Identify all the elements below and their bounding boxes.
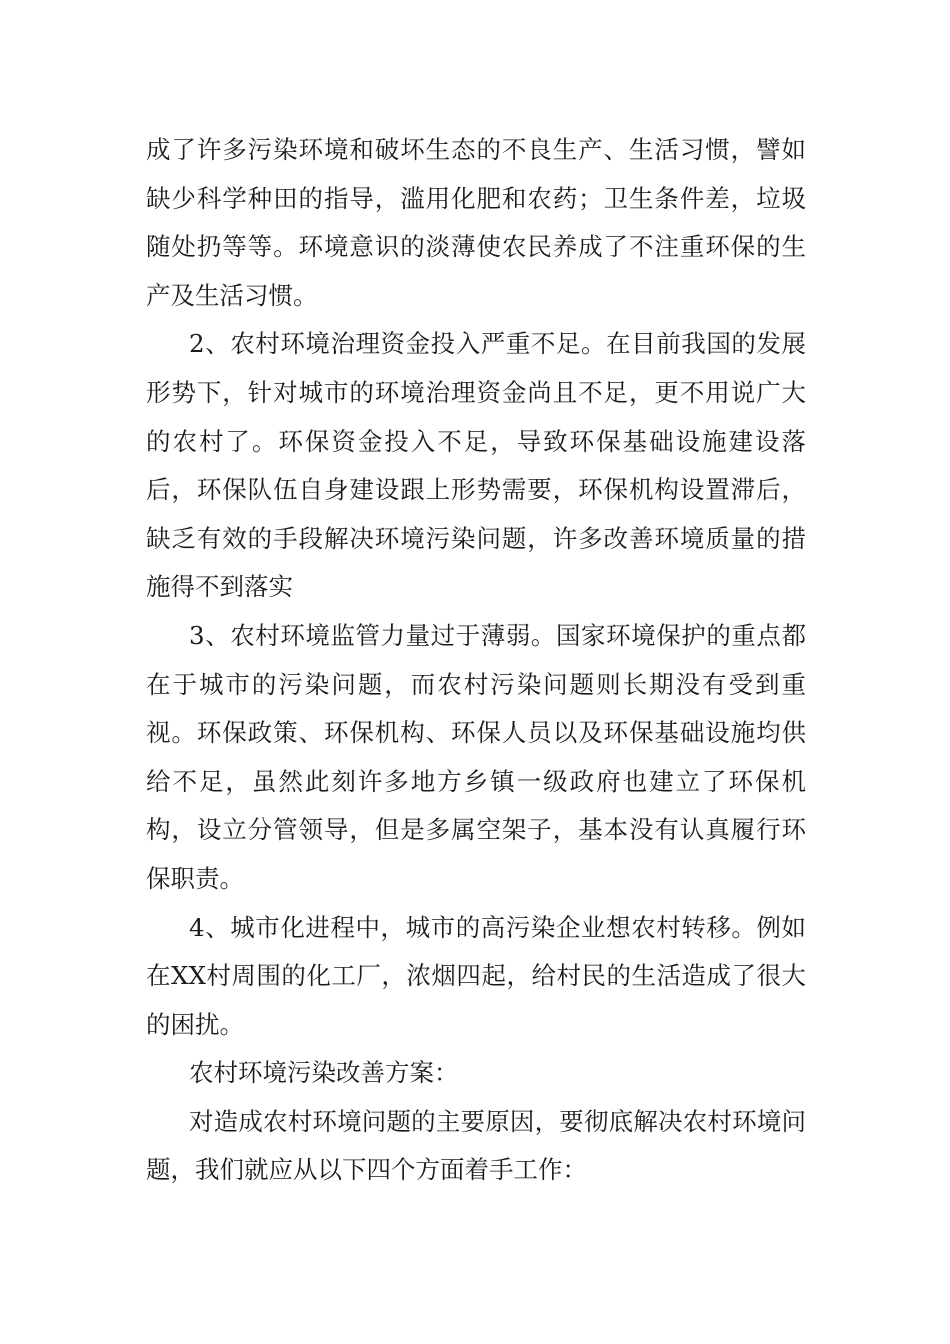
document-body xyxy=(146,126,806,1195)
paragraph-item-4: 4、城市化进程中，城市的高污染企业想农村转移。例如在XX村周围的化工厂，浓烟四起，给村民的生活造成了很大的困扰。 xyxy=(146,912,806,1039)
section-heading-improvement-plan: 农村环境污染改善方案： xyxy=(189,1058,459,1088)
paragraph-plan-intro: 对造成农村环境问题的主要原因，要彻底解决农村环境问题，我们就应从以下四个方面着手工作： xyxy=(146,1106,806,1185)
paragraph-item-3: 3、农村环境监管力量过于薄弱。国家环境保护的重点都在于城市的污染问题，而农村污染问题则长期没有受到重视。环保政策、环保机构、环保人员以及环保基础设施均供给不足，虽然此刻许多地方乡镇一级政府也建立了环保机构，设立分管领导，但是多属空架子，基本没有认真履行环保职责。 xyxy=(146,620,806,893)
paragraph-continuation: 成了许多污染环境和破坏生态的不良生产、生活习惯，譬如缺少科学种田的指导，滥用化肥和农药；卫生条件差，垃圾随处扔等等。环境意识的淡薄使农民养成了不注重环保的生产及生活习惯。 xyxy=(146,135,806,310)
paragraph-item-2: 2、农村环境治理资金投入严重不足。在目前我国的发展形势下，针对城市的环境治理资金尚且不足，更不用说广大的农村了。环保资金投入不足，导致环保基础设施建设落后，环保队伍自身建设跟上形势需要，环保机构设置滞后，缺乏有效的手段解决环境污染问题，许多改善环境质量的措施得不到落实 xyxy=(146,329,806,602)
